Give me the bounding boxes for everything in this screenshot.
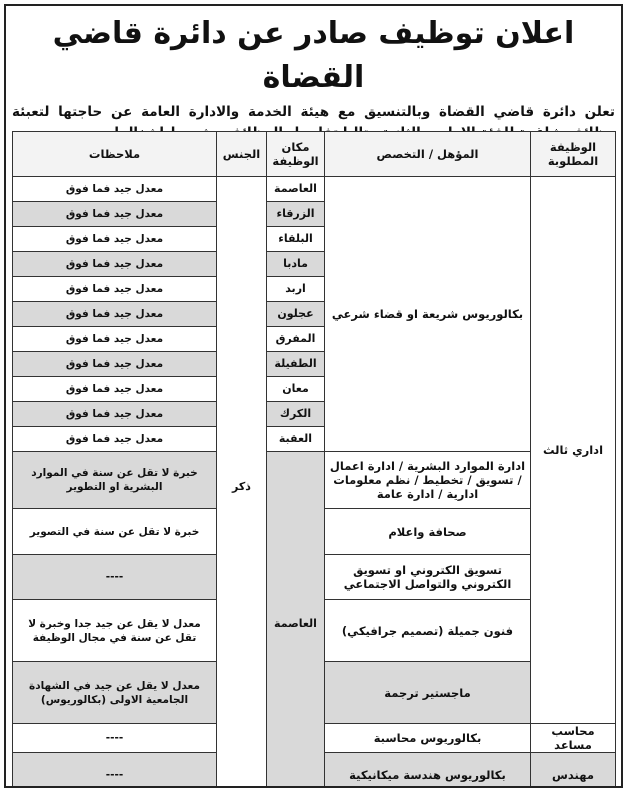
table-row	[13, 177, 616, 202]
note-cell: ----	[13, 555, 217, 600]
note-cell: معدل جيد فما فوق	[13, 402, 217, 427]
note-cell: معدل جيد فما فوق	[13, 277, 217, 302]
table-header-row	[13, 132, 616, 177]
job-admin-third: اداري ثالث	[531, 177, 616, 724]
qualification-cell: فنون جميلة (تصميم جرافيكي)	[325, 600, 531, 662]
location-cell: العقبة	[267, 427, 325, 452]
announcement-intro: تعلن دائرة قاضي القضاة وبالتنسيق مع هيئة الخدمة والادارة العامة عن حاجتها لتعبئة	[12, 104, 615, 120]
location-cell: معان	[267, 377, 325, 402]
qualification-cell: ادارة الموارد البشرية / ادارة اعمال / تسويق / تخطيط / نظم معلومات ادارية / ادارة عامة	[325, 452, 531, 509]
location-cell: الكرك	[267, 402, 325, 427]
note-cell: معدل جيد فما فوق	[13, 202, 217, 227]
location-cell: العاصمة	[267, 177, 325, 202]
location-cell: اربد	[267, 277, 325, 302]
note-cell: خبرة لا تقل عن سنة في الموارد البشرية او التطوير	[13, 452, 217, 509]
table-row	[13, 452, 616, 509]
qualification-cell: بكالوريوس محاسبة	[325, 724, 531, 753]
note-cell: معدل جيد فما فوق	[13, 227, 217, 252]
location-cell: البلقاء	[267, 227, 325, 252]
qualification-cell: تسويق الكتروني او تسويق الكتروني والتواصل الاجتماعي	[325, 555, 531, 600]
header-location: مكان الوظيفة	[267, 132, 325, 177]
header-notes: ملاحظات	[13, 132, 217, 177]
gender-cell: ذكر	[217, 177, 267, 788]
note-cell: معدل جيد فما فوق	[13, 177, 217, 202]
qualification-cell: ماجستير ترجمة	[325, 662, 531, 724]
note-cell: معدل جيد فما فوق	[13, 302, 217, 327]
location-cell: الزرقاء	[267, 202, 325, 227]
qualification-sharia: بكالوريوس شريعة او قضاء شرعي	[325, 177, 531, 452]
jobs-table	[12, 131, 616, 788]
note-cell: معدل جيد فما فوق	[13, 377, 217, 402]
note-cell: معدل لا يقل عن جيد في الشهادة الجامعية الاولى (بكالوريوس)	[13, 662, 217, 724]
note-cell: معدل جيد فما فوق	[13, 327, 217, 352]
job-engineer: مهندس	[531, 753, 616, 788]
location-cell: عجلون	[267, 302, 325, 327]
note-cell: معدل جيد فما فوق	[13, 427, 217, 452]
qualification-cell: بكالوريوس هندسة ميكانيكية	[325, 753, 531, 788]
note-cell: ----	[13, 753, 217, 788]
header-qualification: المؤهل / التخصص	[325, 132, 531, 177]
job-announcement	[4, 4, 623, 788]
announcement-title: اعلان توظيف صادر عن دائرة قاضي القضاة	[52, 16, 575, 95]
note-cell: ----	[13, 724, 217, 753]
header-job: الوظيفة المطلوبة	[531, 132, 616, 177]
note-cell: خبرة لا تقل عن سنة في التصوير	[13, 509, 217, 555]
note-cell: معدل جيد فما فوق	[13, 352, 217, 377]
location-cell: المفرق	[267, 327, 325, 352]
location-cell: مادبا	[267, 252, 325, 277]
note-cell: معدل لا يقل عن جيد جدا وخبرة لا تقل عن سنة في مجال الوظيفة	[13, 600, 217, 662]
header-gender: الجنس	[217, 132, 267, 177]
location-capital-cell: العاصمة	[267, 452, 325, 788]
note-cell: معدل جيد فما فوق	[13, 252, 217, 277]
job-accountant: محاسب مساعد	[531, 724, 616, 753]
location-cell: الطفيلة	[267, 352, 325, 377]
qualification-cell: صحافة واعلام	[325, 509, 531, 555]
